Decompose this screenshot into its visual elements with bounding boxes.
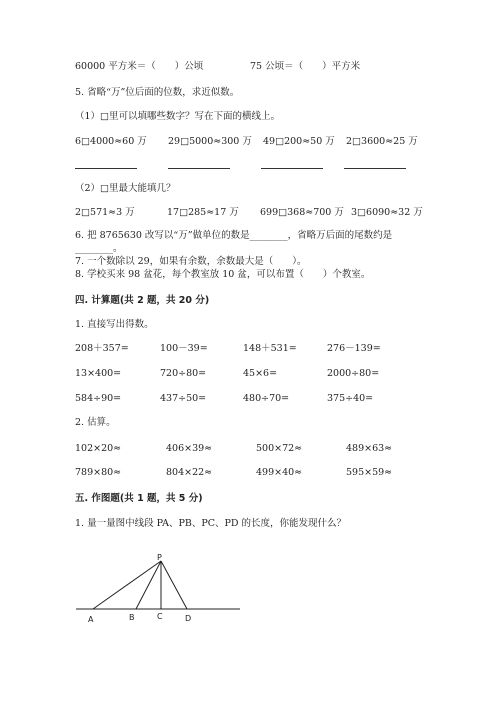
q7-text: 7. 一个数除以 29，如果有余数，余数最大是（ ）。 <box>75 256 307 267</box>
calc-item: 45×6= <box>243 368 278 379</box>
calc-item: 437÷50= <box>160 393 207 404</box>
estimate-item: 102×20≈ <box>75 443 122 454</box>
estimate-item: 489×63≈ <box>346 443 393 454</box>
estimate-item: 500×72≈ <box>256 443 303 454</box>
q5-part2-title: （2）□里最大能填几？ <box>75 183 176 194</box>
calc-item: 375÷40= <box>327 393 374 404</box>
calc-item: 584÷90= <box>75 393 122 404</box>
point-d-label: D <box>185 614 192 623</box>
calc-item: 2000÷80= <box>327 368 380 379</box>
estimate-item: 406×39≈ <box>166 443 213 454</box>
q5-part1-title: （1）□里可以填哪些数字？写在下面的横线上。 <box>75 111 281 122</box>
calc-item: 276－139= <box>327 343 381 354</box>
segment-pd <box>161 561 187 609</box>
q5-p1-item-4: 2□3600≈25 万 <box>346 136 418 147</box>
area-question-left: 60000 平方米＝（ ）公顷 <box>75 61 204 72</box>
calc-item: 148＋531= <box>243 343 297 354</box>
q5-p2-item-1: 2□571≈3 万 <box>75 207 135 218</box>
point-a-label: A <box>88 615 94 624</box>
estimate-item: 789×80≈ <box>75 467 122 478</box>
q5-title: 5. 省略“万”位后面的位数，求近似数。 <box>75 87 240 98</box>
calc-item: 720÷80= <box>160 368 207 379</box>
section5-q1-title: 1. 量一量图中线段 PA、PB、PC、PD 的长度，你能发现什么？ <box>75 518 347 529</box>
q8-text: 8. 学校买来 98 盆花，每个教室放 10 盆，可以布置（ ）个教室。 <box>75 269 371 280</box>
section4-title: 四. 计算题(共 2 题，共 20 分) <box>75 295 210 306</box>
point-p-label: P <box>157 553 162 562</box>
q5-p2-item-3: 699□368≈700 万 <box>260 207 344 218</box>
point-b-label: B <box>129 613 135 622</box>
point-c-label: C <box>157 612 163 621</box>
calc-item: 480÷70= <box>243 393 290 404</box>
q6-blank[interactable]: ________。 <box>75 243 123 254</box>
q6-text: 6. 把 8765630 改写以“万”做单位的数是________，省略万后面的尾数约是 <box>75 230 393 241</box>
q5-p2-item-2: 17□285≈17 万 <box>167 207 239 218</box>
area-question-right: 75 公顷＝（ ）平方米 <box>250 61 361 72</box>
calc-item: 208＋357= <box>75 343 129 354</box>
estimate-item: 499×40≈ <box>256 467 303 478</box>
estimate-item: 804×22≈ <box>166 467 213 478</box>
section5-title: 五. 作图题(共 1 题，共 5 分) <box>75 493 203 504</box>
segment-pb <box>136 561 161 609</box>
section4-q2-title: 2. 估算。 <box>75 417 116 428</box>
estimate-item: 595×59≈ <box>346 467 393 478</box>
q5-p1-item-1: 6□4000≈60 万 <box>75 136 147 147</box>
calc-item: 100－39= <box>160 343 208 354</box>
q5-p1-item-3: 49□200≈50 万 <box>263 136 335 147</box>
q5-p1-item-2: 29□5000≈300 万 <box>168 136 252 147</box>
q5-p2-item-4: 3□6090≈32 万 <box>351 207 423 218</box>
segment-pa <box>93 561 161 609</box>
calc-item: 13×400= <box>75 368 122 379</box>
section4-q1-title: 1. 直接写出得数。 <box>75 319 154 330</box>
